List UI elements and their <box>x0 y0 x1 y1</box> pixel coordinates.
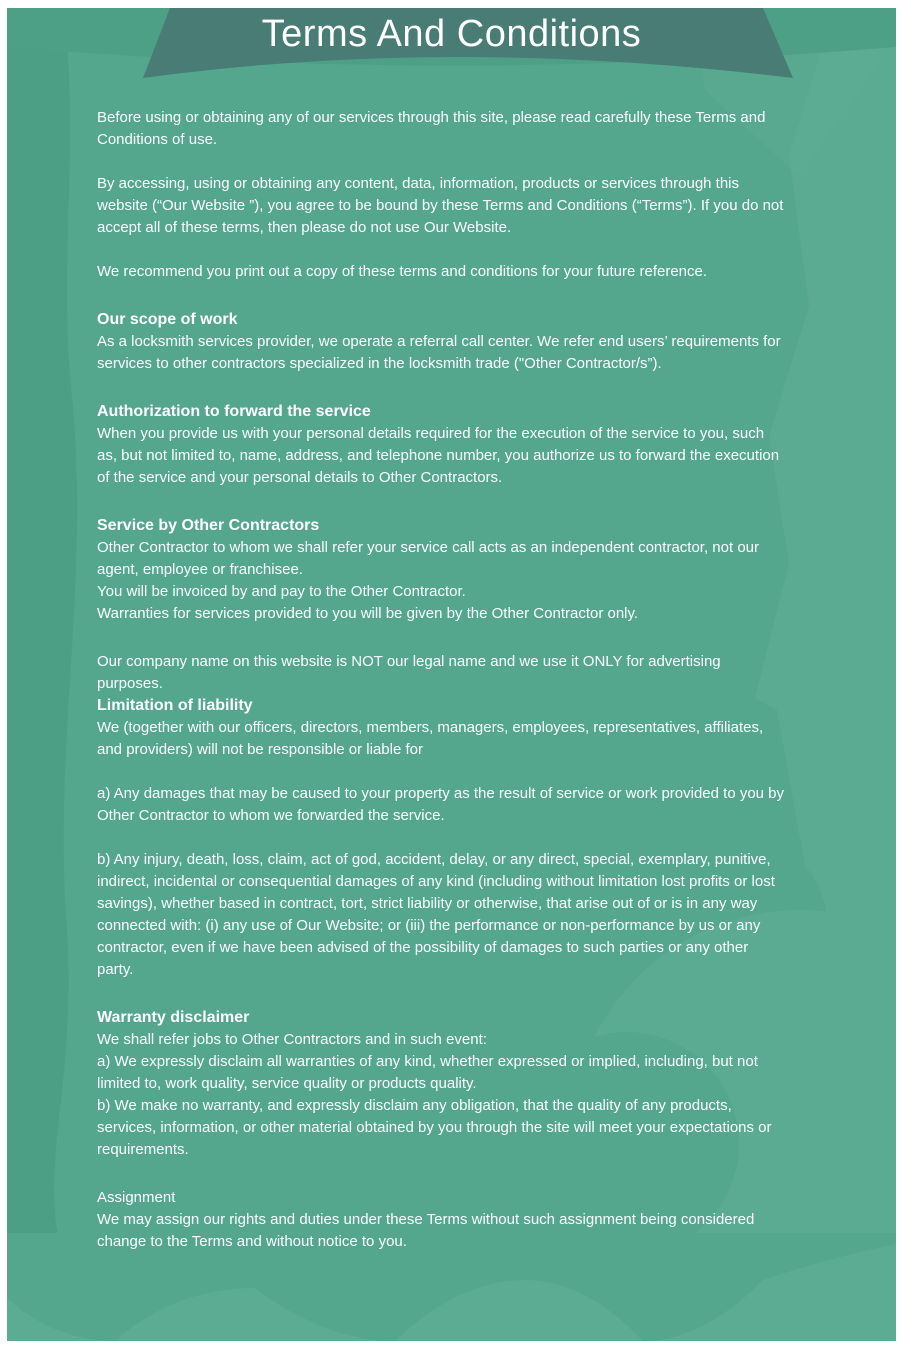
section-paragraph: We shall refer jobs to Other Contractors and in such event: <box>97 1031 487 1048</box>
section-paragraph: When you provide us with your personal details required for the execution of the service to you, such as, but not limited to, name, address, and telephone number, you authorize us to forward the execution of the service and your personal details to Other Contractors. <box>97 425 780 486</box>
section-paragraph: We may assign our rights and duties under these Terms without such assignment being considered change to the Terms and without notice to you. <box>97 1211 755 1250</box>
section-paragraph: a) Any damages that may be caused to your property as the result of service or work provided to you by Other Contractor to whom we forwarded the service. <box>97 785 785 824</box>
section-heading: Our scope of work <box>97 311 238 328</box>
section-authorization <box>97 401 787 489</box>
section-heading: Limitation of liability <box>97 697 253 714</box>
section-paragraph: b) We make no warranty, and expressly disclaim any obligation, that the quality of any products, services, information, or other material obtained by you through the site will meet your expectations or requirements. <box>97 1097 772 1158</box>
section-limitation-of-liability <box>97 695 787 981</box>
section-heading: Authorization to forward the service <box>97 403 371 420</box>
section-scope-of-work <box>97 309 787 375</box>
intro-paragraph: We recommend you print out a copy of these terms and conditions for your future reference. <box>97 263 708 280</box>
section-paragraph: b) Any injury, death, loss, claim, act of god, accident, delay, or any direct, special, exemplary, punitive, indirect, incidental or consequential damages of any kind (including without limitation lost profits or lost savings), whether based in contract, tort, strict liability or otherwise, that arise out of or is in any way connected with: (i) any use of Our Website; or (iii) the performance or non-performance by us or any contractor, even if we have been advised of the possibility of damages to such parties or any other party. <box>97 851 775 978</box>
section-heading: Assignment <box>97 1189 176 1206</box>
section-paragraph: Our company name on this website is NOT our legal name and we use it ONLY for advertising purposes. <box>97 653 721 692</box>
section-service-by-other-contractors <box>97 515 787 625</box>
section-paragraph: As a locksmith services provider, we operate a referral call center. We refer end users’ requirements for services to other contractors specialized in the locksmith trade ("Other Contractor/s”). <box>97 333 781 372</box>
section-paragraph: Other Contractor to whom we shall refer your service call acts as an independent contractor, not our agent, employee or franchisee. <box>97 539 759 578</box>
section-warranty-disclaimer <box>97 1007 787 1161</box>
terms-card <box>7 8 896 1341</box>
section-paragraph: a) We expressly disclaim all warranties of any kind, whether expressed or implied, including, but not limited to, work quality, service quality or products quality. <box>97 1053 758 1092</box>
section-paragraph: We (together with our officers, directors, members, managers, employees, representatives, affiliates, and providers) will not be responsible or liable for <box>97 719 764 758</box>
section-company-name-note <box>97 651 787 695</box>
section-assignment <box>97 1187 787 1253</box>
section-paragraph: Warranties for services provided to you will be given by the Other Contractor only. <box>97 605 639 622</box>
intro-paragraph: By accessing, using or obtaining any content, data, information, products or services through this website (“Our Website ”), you agree to be bound by these Terms and Conditions (“Terms”). If you do not accept all of these terms, then please do not use Our Website. <box>97 175 784 236</box>
terms-content <box>7 8 896 1253</box>
section-heading: Warranty disclaimer <box>97 1009 250 1026</box>
page-title: Terms And Conditions <box>261 12 642 55</box>
intro-paragraph: Before using or obtaining any of our services through this site, please read carefully these Terms and Conditions of use. <box>97 109 766 148</box>
section-paragraph: You will be invoiced by and pay to the Other Contractor. <box>97 583 466 600</box>
section-heading: Service by Other Contractors <box>97 517 320 534</box>
